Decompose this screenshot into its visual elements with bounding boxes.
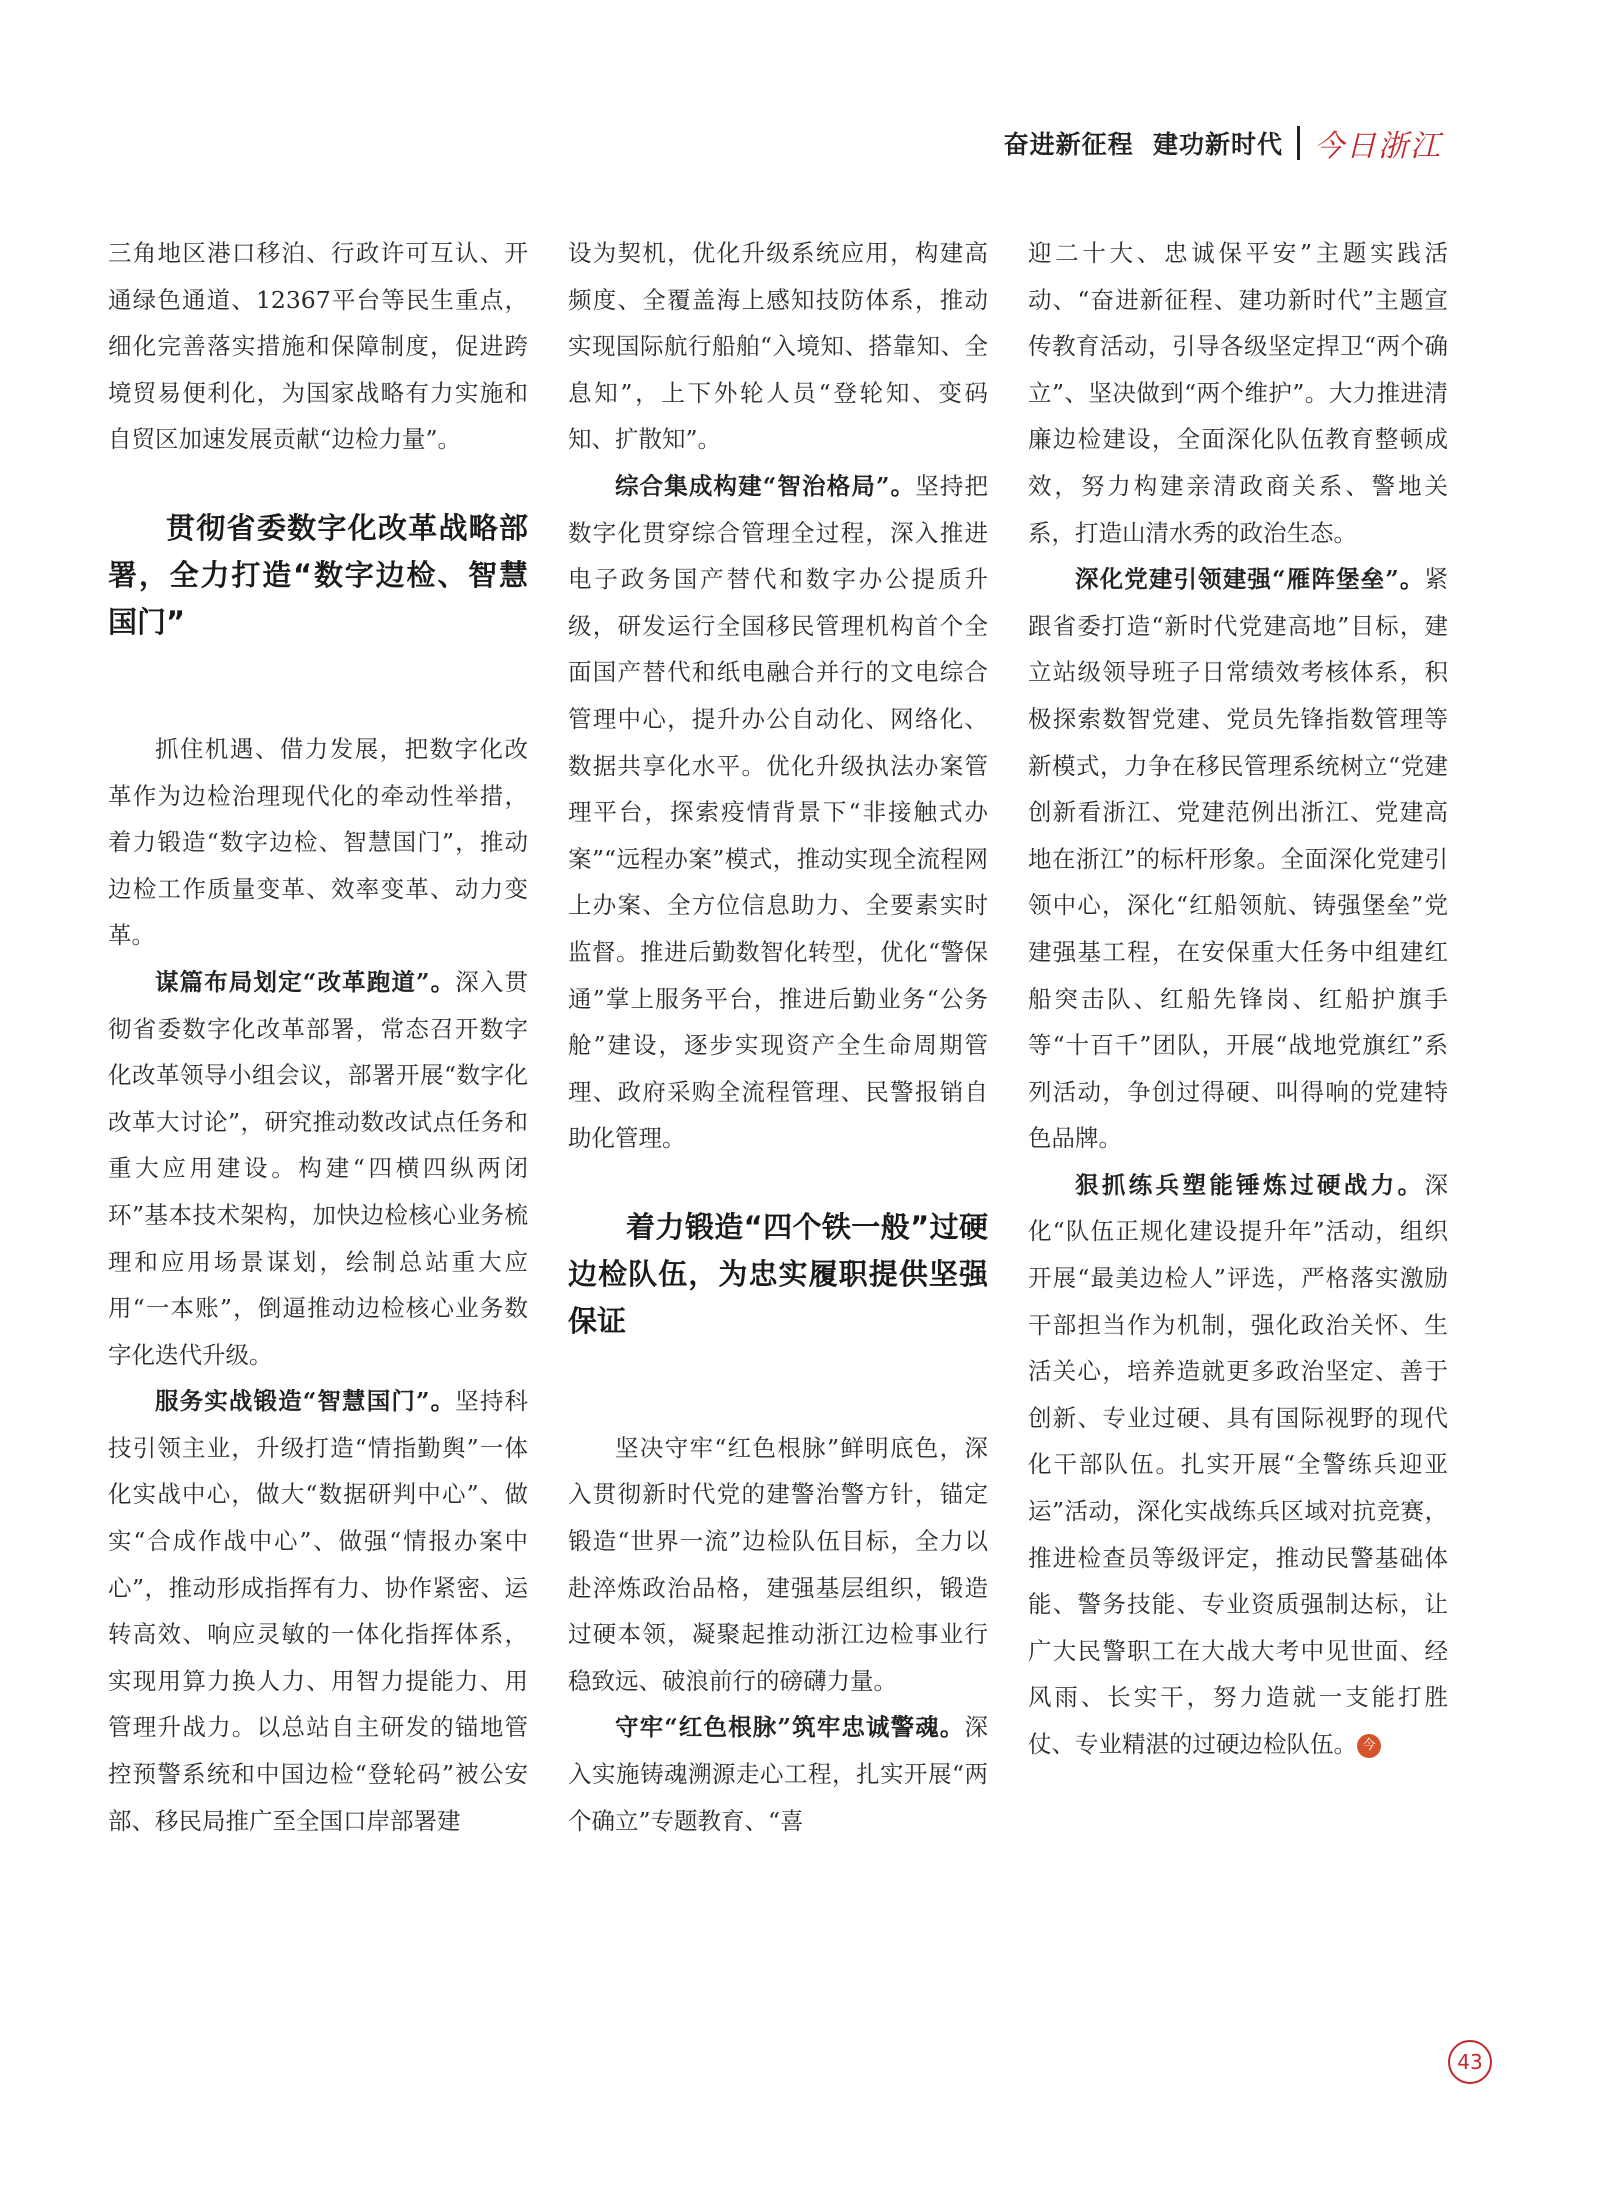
paragraph-lead: 守牢“红色根脉”筑牢忠诚警魂。 [615,1713,965,1742]
paragraph [1028,556,1448,1162]
paragraph: 三角地区港口移泊、行政许可互认、开通绿色通道、12367平台等民生重点，细化完善落实措施和保障制度，促进跨境贸易便利化，为国家战略有力实施和自贸区加速发展贡献“边检力量”。 [108,239,528,454]
paragraph-text: 深入贯彻省委数字化改革部署，常态召开数字化改革领导小组会议，部署开展“数字化改革大讨论”，研究推动数改试点任务和重大应用建设。构建“四横四纵两闭环”基本技术架构，加快边检核心业务梳理和应用场景谋划，绘制总站重大应用“一本账”，倒逼推动边检核心业务数字化迭代升级。 [108,967,528,1369]
page-header [1004,118,1442,168]
paragraph: 坚决守牢“红色根脉”鲜明底色，深入贯彻新时代党的建警治警方针，锚定锻造“世界一流”边检队伍目标，全力以赴淬炼政治品格，建强基层组织，锻造过硬本领，凝聚起推动浙江边检事业行稳致远、破浪前行的磅礴力量。 [568,1433,988,1695]
paragraph-lead: 狠抓练兵塑能锤炼过硬战力。 [1075,1170,1425,1199]
column-2 [568,230,988,2010]
page-number: 43 [1448,2040,1492,2084]
paragraph [108,1378,528,1844]
paragraph-lead: 深化党建引领建强“雁阵堡垒”。 [1075,565,1425,594]
paragraph-lead: 服务实战锻造“智慧国门”。 [155,1387,456,1416]
article-body [108,230,1448,2010]
paragraph-lead: 谋篇布局划定“改革跑道”。 [155,967,456,996]
section-heading: 着力锻造“四个铁一般”过硬边检队伍，为忠实履职提供坚强保证 [568,1209,988,1338]
paragraph: 设为契机，优化升级系统应用，构建高频度、全覆盖海上感知技防体系，推动实现国际航行船舶“入境知、搭靠知、全息知”，上下外轮人员“登轮知、变码知、扩散知”。 [568,239,988,454]
column-1 [108,230,528,2010]
paragraph-text: 坚持把数字化贯穿综合管理全过程，深入推进电子政务国产替代和数字办公提质升级，研发运行全国移民管理机构首个全面国产替代和纸电融合并行的文电综合管理中心，提升办公自动化、网络化、数据共享化水平。优化升级执法办案管理平台，探索疫情背景下“非接触式办案”“远程办案”模式，推动实现全流程网上办案、全方位信息助力、全要素实时监督。推进后勤数智化转型，优化“警保通”掌上服务平台，推进后勤业务“公务舱”建设，逐步实现资产全生命周期管理、政府采购全流程管理、民警报销自助化管理。 [568,471,988,1153]
paragraph-text: 坚持科技引领主业，升级打造“情指勤舆”一体化实战中心，做大“数据研判中心”、做实“合成作战中心”、做强“情报办案中心”，推动形成指挥有力、协作紧密、运转高效、响应灵敏的一体化指挥体系，实现用算力换人力、用智力提能力、用管理升战力。以总站自主研发的锚地管控预警系统和中国边检“登轮码”被公安部、移民局推广至全国口岸部署建 [108,1387,528,1835]
paragraph-text: 深化“队伍正规化建设提升年”活动，组织开展“最美边检人”评选，严格落实激励干部担当作为机制，强化政治关怀、生活关心，培养造就更多政治坚定、善于创新、专业过硬、具有国际视野的现代化干部队伍。扎实开展“全警练兵迎亚运”活动，深化实战练兵区域对抗竞赛，推进检查员等级评定，推动民警基础体能、警务技能、专业资质强制达标，让广大民警职工在大战大考中见世面、经风雨、长实干，努力造就一支能打胜仗、专业精湛的过硬边检队伍。 [1028,1170,1448,1758]
paragraph [568,1704,988,1844]
article-end-icon: 今 [1357,1734,1381,1758]
header-divider [1297,126,1300,160]
paragraph: 迎二十大、忠诚保平安”主题实践活动、“奋进新征程、建功新时代”主题宣传教育活动，引导各级坚定捍卫“两个确立”、坚决做到“两个维护”。大力推进清廉边检建设，全面深化队伍教育整顿成效，努力构建亲清政商关系、警地关系，打造山清水秀的政治生态。 [1028,239,1448,547]
paragraph-lead: 综合集成构建“智治格局”。 [615,471,916,500]
paragraph: 抓住机遇、借力发展，把数字化改革作为边检治理现代化的牵动性举措，着力锻造“数字边检、智慧国门”，推动边检工作质量变革、效率变革、动力变革。 [108,734,528,950]
column-3 [1028,230,1448,2010]
paragraph-text: 紧跟省委打造“新时代党建高地”目标，建立站级领导班子日常绩效考核体系，积极探索数智党建、党员先锋指数管理等新模式，力争在移民管理系统树立“党建创新看浙江、党建范例出浙江、党建高地在浙江”的标杆形象。全面深化党建引领中心，深化“红船领航、铸强堡垒”党建强基工程，在安保重大任务中组建红船突击队、红船先锋岗、红船护旗手等“十百千”团队，开展“战地党旗红”系列活动，争创过得硬、叫得响的党建特色品牌。 [1028,565,1448,1153]
paragraph-text: 深入实施铸魂溯源走心工程，扎实开展“两个确立”专题教育、“喜 [568,1713,988,1835]
paragraph [568,463,988,1162]
magazine-logo: 今日浙江 [1314,129,1442,164]
paragraph [1028,1162,1448,1768]
header-slogan: 奋进新征程 建功新时代 [1003,130,1283,159]
paragraph [108,959,528,1378]
section-heading: 贯彻省委数字化改革战略部署，全力打造“数字边检、智慧国门” [108,510,528,639]
